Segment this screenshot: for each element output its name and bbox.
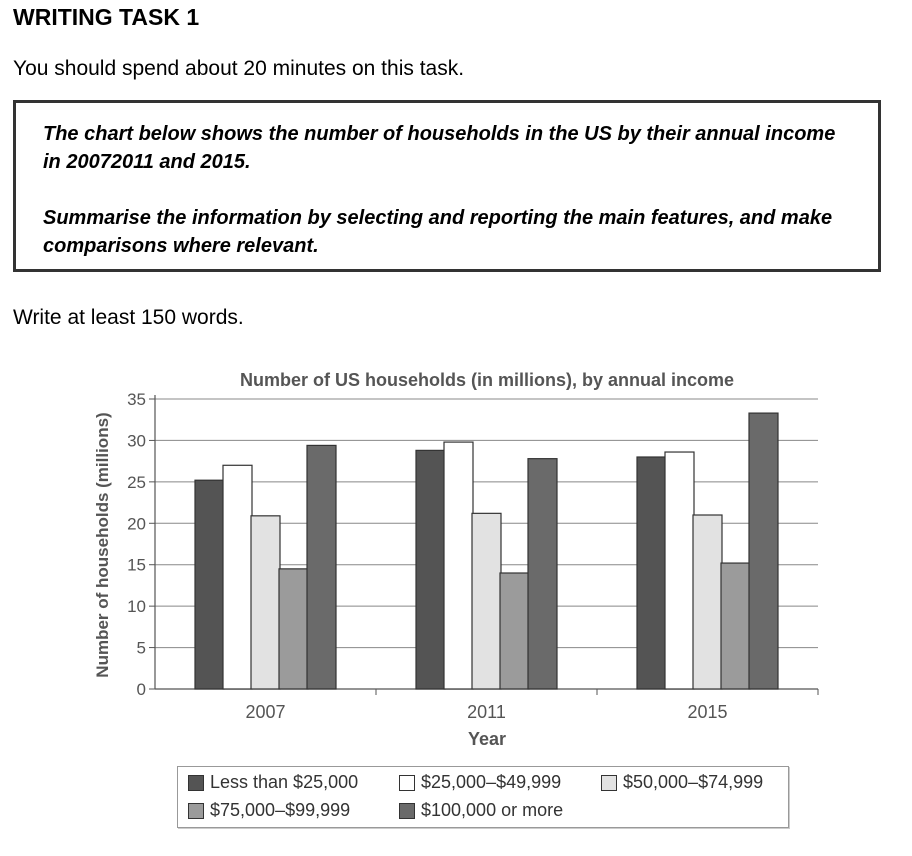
x-tick-label: 2007 bbox=[245, 702, 286, 722]
x-axis-title: Year bbox=[467, 729, 507, 749]
legend-label: $50,000–$74,999 bbox=[623, 772, 764, 792]
y-tick-label: 20 bbox=[127, 514, 146, 534]
task-intro: You should spend about 20 minutes on this task. bbox=[13, 57, 465, 80]
bar bbox=[472, 513, 501, 689]
y-tick-label: 25 bbox=[127, 472, 146, 492]
y-tick-label: 5 bbox=[136, 638, 146, 658]
chart-title: Number of US households (in millions), by annual income bbox=[239, 370, 735, 390]
legend-swatch bbox=[188, 775, 204, 791]
legend-swatch bbox=[399, 803, 415, 819]
chart-legend bbox=[177, 766, 789, 828]
y-tick-label: 35 bbox=[127, 390, 146, 409]
x-tick-label: 2011 bbox=[467, 702, 506, 722]
prompt-description: The chart below shows the number of households in the US by their annual income in 20072011 and 2015. bbox=[43, 123, 836, 173]
word-count-instruction: Write at least 150 words. bbox=[13, 306, 244, 329]
bar bbox=[528, 459, 557, 689]
bar bbox=[637, 457, 666, 689]
legend-label: $100,000 or more bbox=[421, 800, 564, 820]
bar bbox=[721, 563, 750, 689]
legend-item bbox=[601, 772, 763, 793]
y-tick-label: 10 bbox=[127, 597, 146, 617]
y-tick-label: 30 bbox=[127, 431, 146, 451]
bar bbox=[251, 516, 280, 689]
bar bbox=[749, 413, 778, 689]
bar bbox=[444, 442, 473, 689]
bar bbox=[279, 569, 308, 689]
legend-swatch bbox=[601, 775, 617, 791]
x-tick-label: 2015 bbox=[687, 702, 728, 722]
task-title: WRITING TASK 1 bbox=[13, 4, 200, 30]
bar-chart bbox=[0, 355, 912, 760]
bar bbox=[223, 465, 252, 689]
legend-swatch bbox=[188, 803, 204, 819]
bar bbox=[693, 515, 722, 689]
legend-label: $75,000–$99,999 bbox=[210, 800, 351, 820]
bar bbox=[500, 573, 529, 689]
bar bbox=[665, 452, 694, 689]
legend-label: $25,000–$49,999 bbox=[421, 772, 562, 792]
prompt-box bbox=[13, 100, 881, 272]
legend-label: Less than $25,000 bbox=[210, 772, 359, 792]
legend-swatch bbox=[399, 775, 415, 791]
bar bbox=[416, 450, 445, 689]
legend-item bbox=[399, 800, 563, 821]
bar bbox=[307, 445, 336, 689]
y-tick-label: 0 bbox=[136, 680, 146, 699]
prompt-instruction: Summarise the information by selecting and reporting the main features, and make comparisons where relevant. bbox=[43, 207, 833, 257]
bars bbox=[195, 413, 778, 689]
legend-item bbox=[188, 772, 358, 793]
y-axis-title: Number of households (millions) bbox=[93, 412, 112, 678]
legend-item bbox=[399, 772, 561, 793]
legend-item bbox=[188, 800, 350, 821]
bar bbox=[195, 480, 224, 689]
y-tick-label: 15 bbox=[127, 555, 146, 575]
